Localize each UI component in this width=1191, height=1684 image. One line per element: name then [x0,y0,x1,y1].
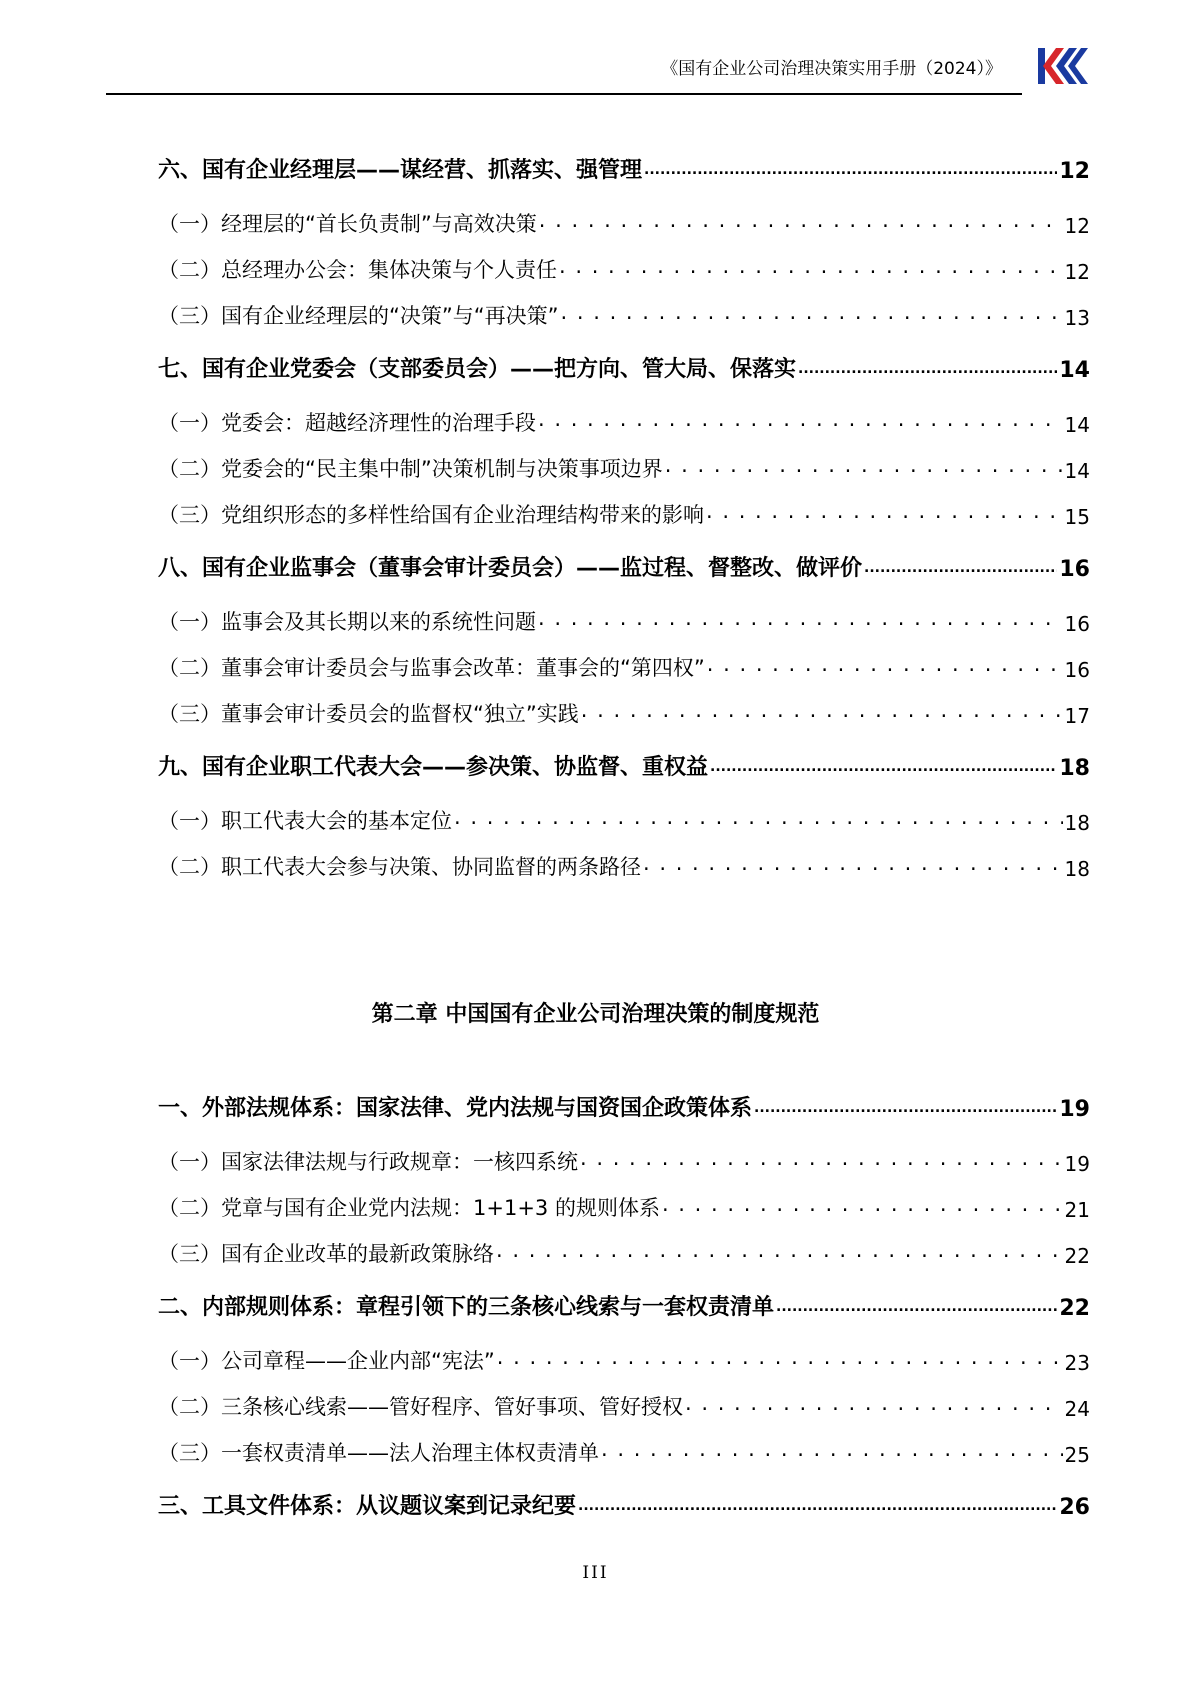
toc-entry-page: 17 [1064,704,1090,728]
dot-leader [776,1287,1057,1321]
toc-entry-title: 三、工具文件体系：从议题议案到记录纪要 [158,1494,577,1519]
toc-entry-page: 16 [1064,658,1090,682]
toc-entry-title: （二）职工代表大会参与决策、协同监督的两条路径 [158,855,641,879]
toc-entry[interactable] [158,1287,1090,1321]
toc-entry-page: 24 [1064,1397,1090,1421]
dot-leader [496,1234,1063,1268]
toc-entry-page: 16 [1059,557,1090,582]
toc-entry-page: 19 [1064,1152,1090,1176]
toc-entry-title: 二、内部规则体系：章程引领下的三条核心线索与一套权责清单 [158,1295,775,1320]
toc-entry-title: （二）党章与国有企业党内法规：1+1+3 的规则体系 [158,1196,660,1220]
toc-entry[interactable] [158,296,1090,330]
toc-entry[interactable] [158,648,1090,682]
toc-entry[interactable] [158,150,1090,184]
toc-entry-page: 15 [1064,505,1090,529]
toc-entry[interactable] [158,1486,1090,1520]
toc-entry-title: （三）董事会审计委员会的监督权“独立”实践 [158,702,579,726]
toc-entry-title: （一）经理层的“首长负责制”与高效决策 [158,212,537,236]
dot-leader [662,1188,1063,1222]
dot-leader [707,648,1063,682]
toc-entry-title: 一、外部法规体系：国家法律、党内法规与国资国企政策体系 [158,1096,753,1121]
toc-entry-title: 八、国有企业监事会（董事会审计委员会）——监过程、督整改、做评价 [158,556,863,581]
toc-entry[interactable] [158,1188,1090,1222]
toc-entry-page: 16 [1064,612,1090,636]
toc-entry-page: 25 [1064,1443,1090,1467]
dot-leader [561,296,1063,330]
toc-entry-page: 22 [1064,1244,1090,1268]
toc-entry-title: （三）国有企业经理层的“决策”与“再决策” [158,304,559,328]
toc-entry[interactable] [158,1234,1090,1268]
toc-entry-page: 12 [1064,214,1090,238]
toc-entry-title: （二）总经理办公会：集体决策与个人责任 [158,258,557,282]
header-rule [106,93,1022,95]
dot-leader [578,1486,1057,1520]
toc-entry[interactable] [158,1341,1090,1375]
dot-leader [665,449,1063,483]
toc-entry-title: （一）职工代表大会的基本定位 [158,809,452,833]
running-header [106,42,1022,98]
toc-entry-title: 九、国有企业职工代表大会——参决策、协监督、重权益 [158,755,709,780]
toc-entry[interactable] [158,449,1090,483]
kk-chevron-logo-icon [1036,46,1088,86]
dot-leader [539,204,1063,238]
toc-entry[interactable] [158,747,1090,781]
toc-entry-title: （二）三条核心线索——管好程序、管好事项、管好授权 [158,1395,683,1419]
toc-entry-title: （二）党委会的“民主集中制”决策机制与决策事项边界 [158,457,663,481]
chapter-heading: 第二章 中国国有企业公司治理决策的制度规范 [371,1002,820,1027]
dot-leader [710,747,1057,781]
toc-entry-page: 18 [1059,756,1090,781]
toc-entry-title: （三）党组织形态的多样性给国有企业治理结构带来的影响 [158,503,704,527]
toc-entry[interactable] [158,1142,1090,1176]
toc-entry[interactable] [158,349,1090,383]
toc-entry[interactable] [158,495,1090,529]
header-title: 《国有企业公司治理决策实用手册（2024）》 [661,59,1002,79]
dot-leader [581,694,1063,728]
toc-entry-page: 12 [1059,159,1090,184]
toc-entry-page: 18 [1064,857,1090,881]
toc-entry[interactable] [158,694,1090,728]
toc-entry[interactable] [158,801,1090,835]
toc-entry[interactable] [158,403,1090,437]
toc-entry[interactable] [158,548,1090,582]
toc-entry-title: （三）国有企业改革的最新政策脉络 [158,1242,494,1266]
toc-entry-page: 13 [1064,306,1090,330]
toc-entry-title: （一）公司章程——企业内部“宪法” [158,1349,495,1373]
toc-entry[interactable] [158,1387,1090,1421]
toc-entry-page: 26 [1059,1495,1090,1520]
dot-leader [643,847,1063,881]
dot-leader [644,150,1057,184]
toc-entry-title: 七、国有企业党委会（支部委员会）——把方向、管大局、保落实 [158,357,797,382]
dot-leader [706,495,1063,529]
toc-entry-title: （三）一套权责清单——法人治理主体权责清单 [158,1441,599,1465]
toc-entry-page: 12 [1064,260,1090,284]
toc-entry-page: 18 [1064,811,1090,835]
toc-entry-title: 六、国有企业经理层——谋经营、抓落实、强管理 [158,158,643,183]
toc-entry-page: 14 [1059,358,1090,383]
toc-entry[interactable] [158,602,1090,636]
toc-entry-title: （一）监事会及其长期以来的系统性问题 [158,610,536,634]
dot-leader [798,349,1057,383]
dot-leader [454,801,1063,835]
toc-entry-title: （一）国家法律法规与行政规章：一核四系统 [158,1150,578,1174]
dot-leader [538,602,1063,636]
toc-entry-title: （二）董事会审计委员会与监事会改革：董事会的“第四权” [158,656,705,680]
dot-leader [538,403,1063,437]
page-number: III [582,1563,609,1583]
toc-entry-page: 22 [1059,1296,1090,1321]
dot-leader [601,1433,1063,1467]
toc-entry-title: （一）党委会：超越经济理性的治理手段 [158,411,536,435]
toc-entry-page: 14 [1064,413,1090,437]
toc-entry[interactable] [158,250,1090,284]
dot-leader [864,548,1057,582]
toc-entry-page: 14 [1064,459,1090,483]
toc-entry-page: 21 [1064,1198,1090,1222]
dot-leader [580,1142,1063,1176]
dot-leader [497,1341,1063,1375]
dot-leader [754,1088,1057,1122]
toc-entry[interactable] [158,204,1090,238]
toc-entry-page: 19 [1059,1097,1090,1122]
toc-entry-page: 23 [1064,1351,1090,1375]
dot-leader [685,1387,1063,1421]
toc-entry[interactable] [158,1088,1090,1122]
toc-entry[interactable] [158,1433,1090,1467]
toc-entry[interactable] [158,847,1090,881]
dot-leader [559,250,1063,284]
